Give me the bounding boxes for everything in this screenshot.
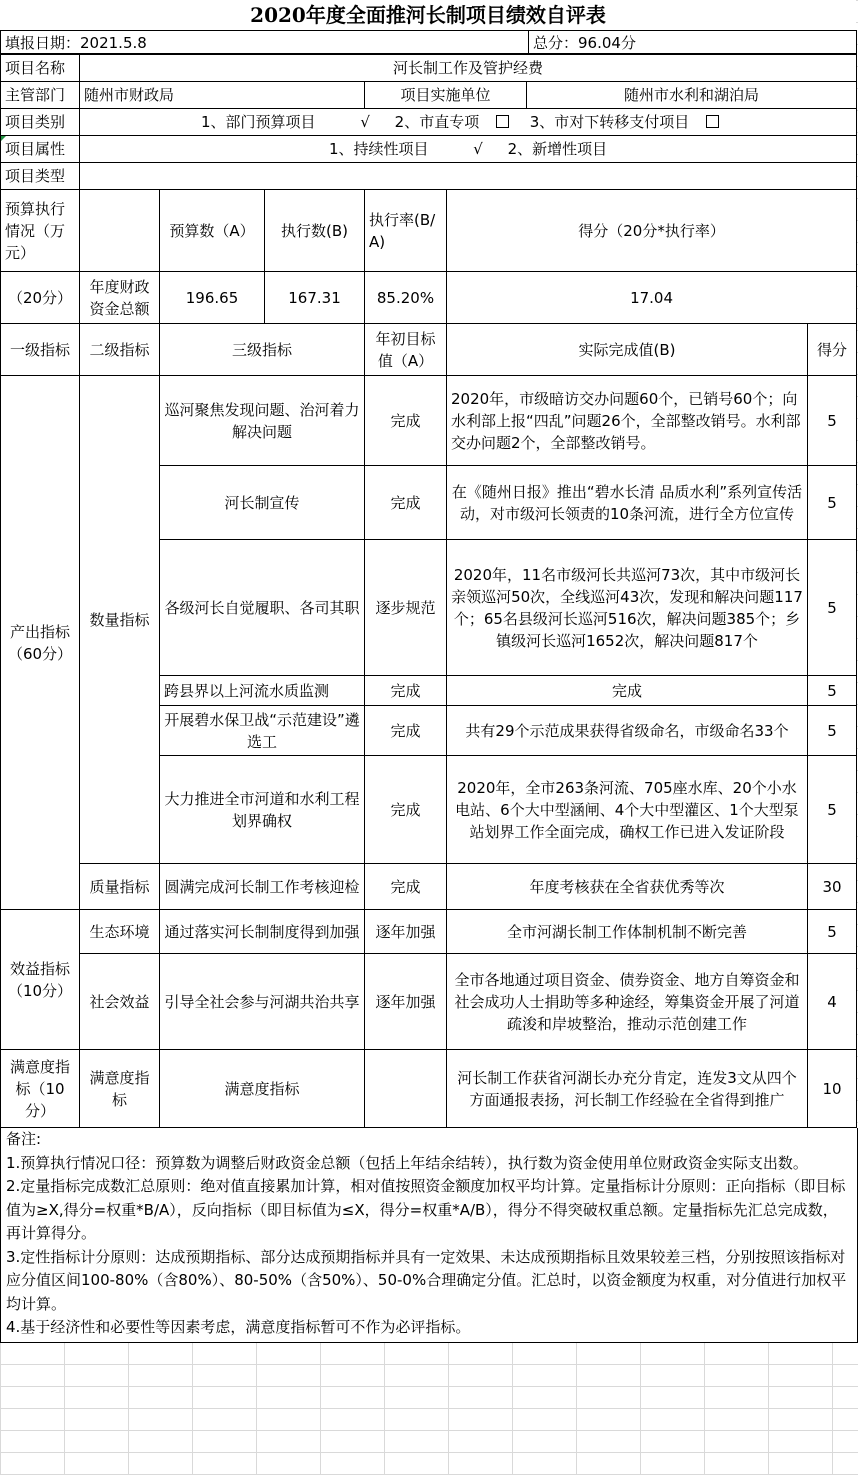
meta-table <box>0 30 857 54</box>
target-cell: 逐步规范 <box>365 540 447 676</box>
actual-cell: 在《随州日报》推出“碧水长清 品质水利”系列宣传活动，对市级河长领责的10条河流，进行全方位宣传 <box>447 466 808 540</box>
target-cell <box>365 1050 447 1128</box>
group-output: 产出指标（60分） <box>1 376 80 910</box>
note-4: 4.基于经济性和必要性等因素考虑，满意度指标暂可不作为必评指标。 <box>6 1318 471 1336</box>
target-cell: 完成 <box>365 864 447 910</box>
l3-cell: 巡河聚焦发现问题、治河着力解决问题 <box>160 376 365 466</box>
actual-cell: 2020年，11名市级河长共巡河73次，其中市级河长亲领巡河50次，全线巡河43次，发现和解决问题117个；65名县级河长巡河516次，解决问题385个；乡镇级河长巡河1652次，解决问题817个 <box>447 540 808 676</box>
rate-header: 执行率(B/A) <box>365 190 447 272</box>
attr-option-continuing: 1、持续性项目 <box>328 140 429 158</box>
header-score: 得分 <box>808 324 857 376</box>
rate-value: 85.20% <box>365 272 447 324</box>
notes-title: 备注: <box>6 1130 42 1148</box>
table-row <box>1 376 857 466</box>
header-level2: 二级指标 <box>80 324 160 376</box>
project-name-label: 项目名称 <box>1 55 80 82</box>
dept-label: 主管部门 <box>1 82 80 109</box>
budget-value: 196.65 <box>160 272 265 324</box>
note-3: 3.定性指标计分原则：达成预期指标、部分达成预期指标并具有一定效果、未达成预期指标且效果较差三档，分别按照该指标对应分值区间100-80%（含80%）、80-50%（含50%）、50-0%合理确定分值。汇总时，以资金额度为权重，对分值进行加权平均计算。 <box>6 1247 847 1313</box>
project-name-value: 河长制工作及管护经费 <box>80 55 857 82</box>
sub-satisfaction: 满意度指标 <box>80 1050 160 1128</box>
table-row <box>1 1050 857 1128</box>
actual-cell: 全市各地通过项目资金、债券资金、地方自筹资金和社会成功人士捐助等多种途经，筹集资金开展了河道疏浚和岸坡整治，推动示范创建工作 <box>447 954 808 1050</box>
table-row <box>1 954 857 1050</box>
score-cell: 10 <box>808 1050 857 1128</box>
group-benefit: 效益指标（10分） <box>1 910 80 1050</box>
l3-cell: 引导全社会参与河湖共治共享 <box>160 954 365 1050</box>
score-formula-header: 得分（20分*执行率） <box>447 190 857 272</box>
budget-score-label: （20分） <box>1 272 80 324</box>
check-mark: √ <box>473 140 483 158</box>
category-option-transfer: 3、市对下转移支付项目 <box>529 113 690 131</box>
category-options <box>80 109 857 136</box>
l3-cell: 河长制宣传 <box>160 466 365 540</box>
sub-social: 社会效益 <box>80 954 160 1050</box>
budget-header: 预算数（A） <box>160 190 265 272</box>
total-score: 总分：96.04分 <box>529 31 857 54</box>
l3-cell: 开展碧水保卫战“示范建设”遴选工 <box>160 706 365 756</box>
score-cell: 5 <box>808 376 857 466</box>
comment-indicator-icon <box>1 136 6 141</box>
attr-label: 项目属性 <box>1 136 80 163</box>
score-cell: 5 <box>808 910 857 954</box>
impl-unit-label: 项目实施单位 <box>365 82 527 109</box>
score-cell: 30 <box>808 864 857 910</box>
checkbox-empty-icon <box>706 115 719 128</box>
target-cell: 完成 <box>365 676 447 706</box>
annual-fund-label: 年度财政资金总额 <box>80 272 160 324</box>
actual-cell: 共有29个示范成果获得省级命名，市级命名33个 <box>447 706 808 756</box>
l3-cell: 跨县界以上河流水质监测 <box>160 676 365 706</box>
header-actual: 实际完成值(B) <box>447 324 808 376</box>
checkbox-empty-icon <box>496 115 509 128</box>
type-label: 项目类型 <box>1 163 80 190</box>
score-cell: 5 <box>808 466 857 540</box>
attr-options <box>80 136 857 163</box>
sheet-title: 2020年度全面推河长制项目绩效自评表 <box>0 0 856 30</box>
note-2: 2.定量指标完成数汇总原则：绝对值直接累加计算，相对值按照资金额度加权平均计算。定量指标计分原则：正向指标（即目标值为≥X,得分=权重*B/A），反向指标（即目标值为≤X，得分=权重*A/B），得分不得突破权重总额。定量指标先汇总完成数，再计算得分。 <box>6 1177 846 1242</box>
exec-value: 167.31 <box>265 272 365 324</box>
actual-cell: 完成 <box>447 676 808 706</box>
table-row <box>1 864 857 910</box>
l3-cell: 通过落实河长制制度得到加强 <box>160 910 365 954</box>
notes-section <box>0 1128 858 1343</box>
budget-exec-label: 预算执行情况（万元） <box>1 190 80 272</box>
type-value <box>80 163 857 190</box>
sub-eco: 生态环境 <box>80 910 160 954</box>
impl-unit-value: 随州市水利和湖泊局 <box>527 82 857 109</box>
category-option-dept: 1、部门预算项目 <box>200 113 316 131</box>
exec-header: 执行数(B) <box>265 190 365 272</box>
group-satisfaction: 满意度指标（10分） <box>1 1050 80 1128</box>
l3-cell: 圆满完成河长制工作考核迎检 <box>160 864 365 910</box>
score-cell: 5 <box>808 540 857 676</box>
l3-cell: 各级河长自觉履职、各司其职 <box>160 540 365 676</box>
target-cell: 逐年加强 <box>365 954 447 1050</box>
actual-cell: 全市河湖长制工作体制机制不断完善 <box>447 910 808 954</box>
header-level1: 一级指标 <box>1 324 80 376</box>
attr-option-new: 2、新增性项目 <box>507 140 608 158</box>
category-label: 项目类别 <box>1 109 80 136</box>
budget-score-value: 17.04 <box>447 272 857 324</box>
fill-date: 填报日期：2021.5.8 <box>1 31 529 54</box>
evaluation-table <box>0 54 857 1128</box>
target-cell: 逐年加强 <box>365 910 447 954</box>
dept-value: 随州市财政局 <box>80 82 365 109</box>
header-level3: 三级指标 <box>160 324 365 376</box>
target-cell: 完成 <box>365 756 447 864</box>
score-cell: 5 <box>808 706 857 756</box>
actual-cell: 2020年，市级暗访交办问题60个，已销号60个；向水利部上报“四乱”问题26个，全部整改销号。水利部交办问题2个，全部整改销号。 <box>447 376 808 466</box>
target-cell: 完成 <box>365 376 447 466</box>
category-option-city: 2、市直专项 <box>394 113 480 131</box>
table-row <box>1 910 857 954</box>
target-cell: 完成 <box>365 706 447 756</box>
check-mark: √ <box>360 113 370 131</box>
note-1: 1.预算执行情况口径：预算数为调整后财政资金总额（包括上年结余结转），执行数为资金使用单位财政资金实际支出数。 <box>6 1153 808 1172</box>
score-cell: 5 <box>808 756 857 864</box>
target-cell: 完成 <box>365 466 447 540</box>
blank-cell <box>80 190 160 272</box>
actual-cell: 年度考核获在全省获优秀等次 <box>447 864 808 910</box>
actual-cell: 河长制工作获省河湖长办充分肯定，连发3文从四个方面通报表扬，河长制工作经验在全省得到推广 <box>447 1050 808 1128</box>
actual-cell: 2020年，全市263条河流、705座水库、20个小水电站、6个大中型涵闸、4个大中型灌区、1个大型泵站划界工作全面完成，确权工作已进入发证阶段 <box>447 756 808 864</box>
score-cell: 5 <box>808 676 857 706</box>
score-cell: 4 <box>808 954 857 1050</box>
sub-quality: 质量指标 <box>80 864 160 910</box>
header-target: 年初目标值（A） <box>365 324 447 376</box>
l3-cell: 满意度指标 <box>160 1050 365 1128</box>
l3-cell: 大力推进全市河道和水利工程划界确权 <box>160 756 365 864</box>
sub-quantity: 数量指标 <box>80 376 160 864</box>
